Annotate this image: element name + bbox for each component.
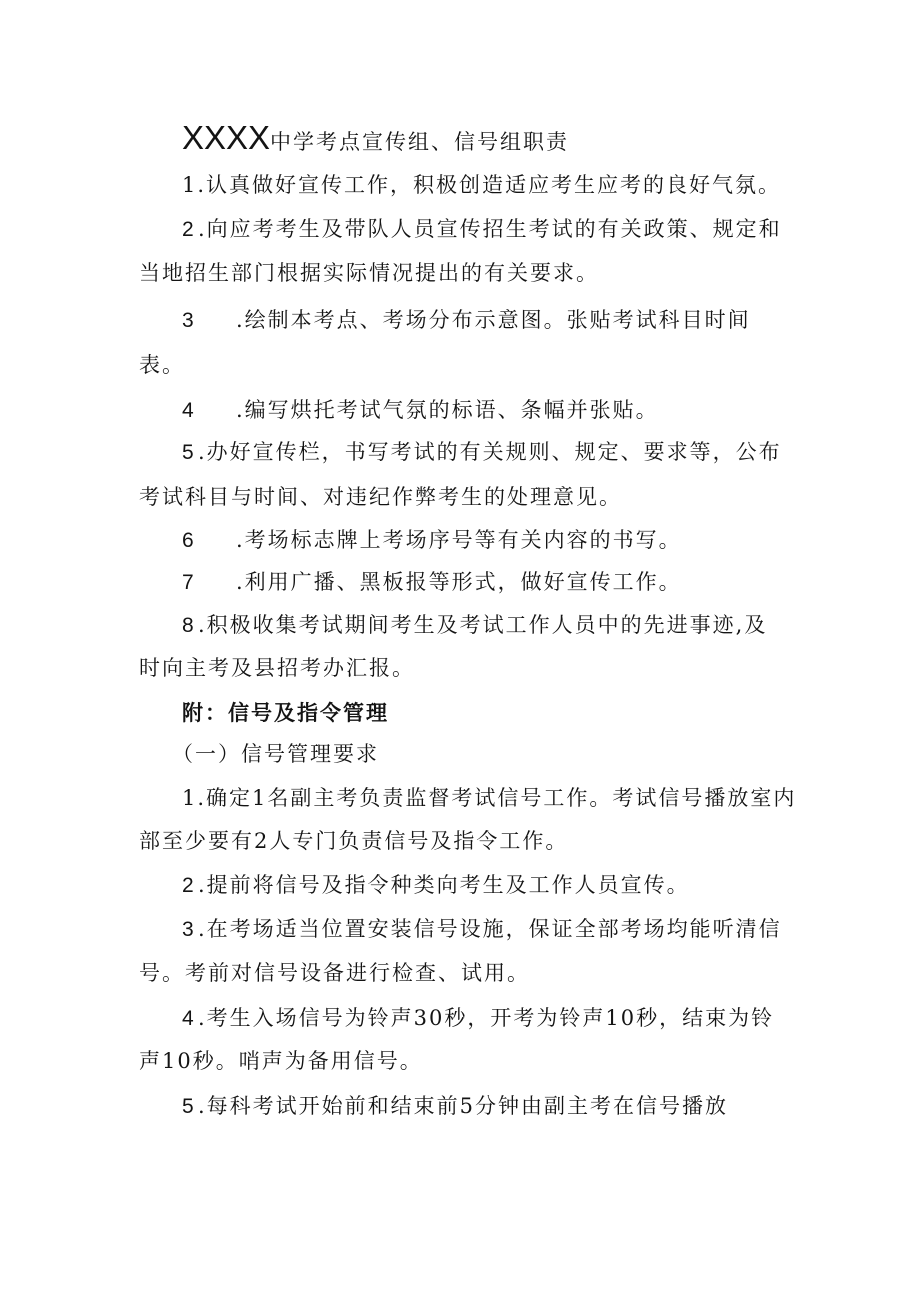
item-number: 6 (182, 529, 196, 552)
duty-item-5 (182, 437, 782, 468)
item-text: .绘制本考点、考场分布示意图。张贴考试科目时间 (236, 308, 751, 332)
item-number: 7 (182, 571, 196, 594)
item-number: 4 (182, 399, 196, 422)
duty-item-7 (182, 567, 682, 598)
signal-item-2 (182, 870, 690, 901)
signal-item-3 (182, 914, 782, 945)
item-text: .提前将信号及指令种类向考生及工作人员宣传。 (198, 873, 690, 897)
item-text: .每科考试开始前和结束前5分钟由副主考在信号播放 (198, 1094, 729, 1118)
duty-item-3-cont: 表。 (139, 353, 185, 377)
item-text: .编写烘托考试气氛的标语、条幅并张贴。 (236, 398, 659, 422)
title-text: 中学考点宣传组、信号组职责 (270, 130, 570, 154)
duty-item-2 (182, 214, 782, 245)
duty-item-8-cont: 时向主考及县招考办汇报。 (139, 656, 415, 680)
item-text: .向应考考生及带队人员宣传招生考试的有关政策、规定和 (198, 217, 782, 241)
duty-item-6 (182, 525, 682, 556)
item-text: .在考场适当位置安装信号设施，保证全部考场均能听清信 (198, 917, 782, 941)
item-text: .利用广播、黑板报等形式，做好宣传工作。 (236, 570, 682, 594)
title-prefix: XXXX (182, 119, 271, 156)
appendix-heading: 附：信号及指令管理 (182, 701, 389, 725)
signal-item-1-cont: 部至少要有2人专门负责信号及指令工作。 (139, 829, 569, 853)
document-title (182, 118, 569, 164)
item-number: 8 (182, 614, 196, 637)
duty-item-3 (182, 305, 751, 336)
item-text: .办好宣传栏，书写考试的有关规则、规定、要求等，公布 (198, 440, 782, 464)
item-number: 3 (182, 918, 196, 941)
signal-item-3-cont: 号。考前对信号设备进行检查、试用。 (139, 961, 530, 985)
duty-item-4 (182, 395, 659, 426)
section-heading: （一）信号管理要求 (172, 742, 379, 766)
signal-item-1: 1.确定1名副主考负责监督考试信号工作。考试信号播放室内 (182, 786, 797, 810)
signal-item-4-cont: 声10秒。哨声为备用信号。 (139, 1049, 423, 1073)
duty-item-2-cont: 当地招生部门根据实际情况提出的有关要求。 (139, 261, 599, 285)
item-text: .积极收集考试期间考生及考试工作人员中的先进事迹,及 (198, 613, 768, 637)
item-number: 5 (182, 441, 196, 464)
duty-item-5-cont: 考试科目与时间、对违纪作弊考生的处理意见。 (139, 485, 622, 509)
item-text: .考生入场信号为铃声30秒，开考为铃声10秒，结束为铃 (198, 1006, 775, 1030)
item-number: 4 (182, 1007, 196, 1030)
item-number: 2 (182, 874, 196, 897)
item-number: 2 (182, 218, 196, 241)
item-number: 3 (182, 309, 196, 332)
duty-item-1: 1.认真做好宣传工作，积极创造适应考生应考的良好气氛。 (182, 173, 782, 197)
signal-item-5 (182, 1091, 728, 1122)
signal-item-4 (182, 1003, 774, 1034)
item-text: .考场标志牌上考场序号等有关内容的书写。 (236, 528, 682, 552)
duty-item-8 (182, 610, 767, 641)
item-number: 5 (182, 1095, 196, 1118)
